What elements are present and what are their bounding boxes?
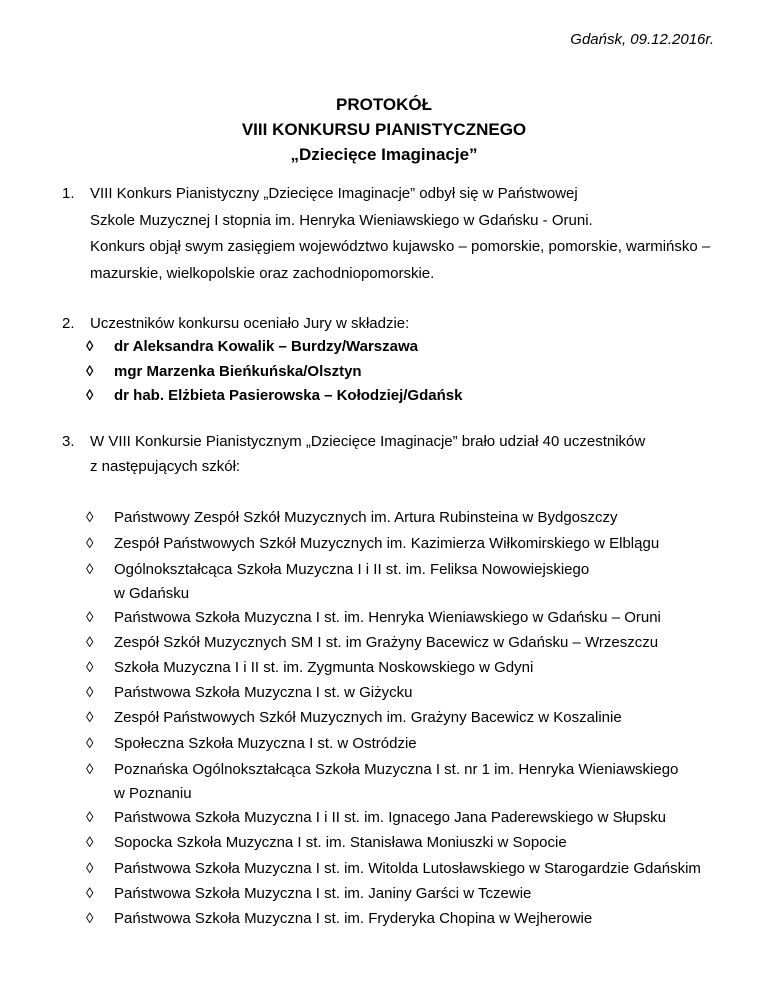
jury-intro: Uczestników konkursu oceniało Jury w składzie:: [90, 315, 410, 332]
school-name: Zespół Państwowych Szkół Muzycznych im. Grażyny Bacewicz w Koszalinie: [114, 709, 622, 726]
school-name: Zespół Szkół Muzycznych SM I st. im Grażyny Bacewicz w Gdańsku – Wrzeszczu: [114, 634, 659, 651]
school-name: Szkoła Muzyczna I i II st. im. Zygmunta Noskowskiego w Gdyni: [114, 659, 534, 676]
school-name: Zespół Państwowych Szkół Muzycznych im. Kazimierza Wiłkomirskiego w Elblągu: [114, 535, 660, 552]
school-name: w Poznaniu: [114, 785, 192, 802]
section-1-line: mazurskie, wielkopolskie oraz zachodniopomorskie.: [90, 265, 435, 282]
document-date: Gdańsk, 09.12.2016r.: [570, 31, 714, 48]
diamond-bullet-icon: ◊: [86, 809, 94, 826]
diamond-bullet-icon: ◊: [86, 561, 94, 578]
diamond-bullet-icon: ◊: [86, 709, 94, 726]
section-2-number: 2.: [62, 315, 75, 332]
school-name: w Gdańsku: [114, 585, 190, 602]
diamond-bullet-icon: ◊: [86, 363, 94, 380]
school-name: Poznańska Ogólnokształcąca Szkoła Muzyczna I st. nr 1 im. Henryka Wieniawskiego: [114, 761, 679, 778]
diamond-bullet-icon: ◊: [86, 338, 94, 355]
school-name: Państwowy Zespół Szkół Muzycznych im. Artura Rubinsteina w Bydgoszczy: [114, 509, 618, 526]
title-subtitle: „Dziecięce Imaginacje”: [290, 145, 478, 164]
title-protokol: PROTOKÓŁ: [335, 95, 433, 114]
diamond-bullet-icon: ◊: [86, 609, 94, 626]
participants-intro: W VIII Konkursie Pianistycznym „Dziecięce Imaginacje” brało udział 40 uczestników: [90, 433, 646, 450]
school-name: Państwowa Szkoła Muzyczna I i II st. im. Ignacego Jana Paderewskiego w Słupsku: [114, 809, 666, 826]
diamond-bullet-icon: ◊: [86, 634, 94, 651]
diamond-bullet-icon: ◊: [86, 910, 94, 927]
diamond-bullet-icon: ◊: [86, 509, 94, 526]
school-name: Państwowa Szkoła Muzyczna I st. im. Janiny Garści w Tczewie: [114, 885, 532, 902]
jury-member-name: mgr Marzenka Bieńkuńska/Olsztyn: [114, 363, 362, 380]
school-name: Państwowa Szkoła Muzyczna I st. im. Fryderyka Chopina w Wejherowie: [114, 910, 593, 927]
school-name: Społeczna Szkoła Muzyczna I st. w Ostródzie: [114, 735, 417, 752]
diamond-bullet-icon: ◊: [86, 885, 94, 902]
diamond-bullet-icon: ◊: [86, 684, 94, 701]
section-1-line: Szkole Muzycznej I stopnia im. Henryka Wieniawskiego w Gdańsku - Oruni.: [90, 212, 593, 229]
section-3-number: 3.: [62, 433, 75, 450]
section-1-number: 1.: [62, 185, 75, 202]
participants-intro: z następujących szkół:: [90, 458, 241, 475]
diamond-bullet-icon: ◊: [86, 659, 94, 676]
diamond-bullet-icon: ◊: [86, 834, 94, 851]
diamond-bullet-icon: ◊: [86, 735, 94, 752]
jury-member-name: dr Aleksandra Kowalik – Burdzy/Warszawa: [114, 338, 418, 355]
diamond-bullet-icon: ◊: [86, 387, 94, 404]
school-name: Ogólnokształcąca Szkoła Muzyczna I i II st. im. Feliksa Nowowiejskiego: [114, 561, 590, 578]
school-name: Państwowa Szkoła Muzyczna I st. im. Henryka Wieniawskiego w Gdańsku – Oruni: [114, 609, 661, 626]
jury-member-name: dr hab. Elżbieta Pasierowska – Kołodziej/Gdańsk: [114, 387, 463, 404]
diamond-bullet-icon: ◊: [86, 860, 94, 877]
section-1-line: Konkurs objął swym zasięgiem województwo kujawsko – pomorskie, pomorskie, warmińsko –: [90, 238, 711, 255]
school-name: Państwowa Szkoła Muzyczna I st. w Giżycku: [114, 684, 413, 701]
school-name: Państwowa Szkoła Muzyczna I st. im. Witolda Lutosławskiego w Starogardzie Gdańskim: [114, 860, 701, 877]
title-competition: VIII KONKURSU PIANISTYCZNEGO: [241, 120, 527, 139]
diamond-bullet-icon: ◊: [86, 761, 94, 778]
diamond-bullet-icon: ◊: [86, 535, 94, 552]
section-1-line: VIII Konkurs Pianistyczny „Dziecięce Imaginacje” odbył się w Państwowej: [90, 185, 578, 202]
school-name: Sopocka Szkoła Muzyczna I st. im. Stanisława Moniuszki w Sopocie: [114, 834, 567, 851]
